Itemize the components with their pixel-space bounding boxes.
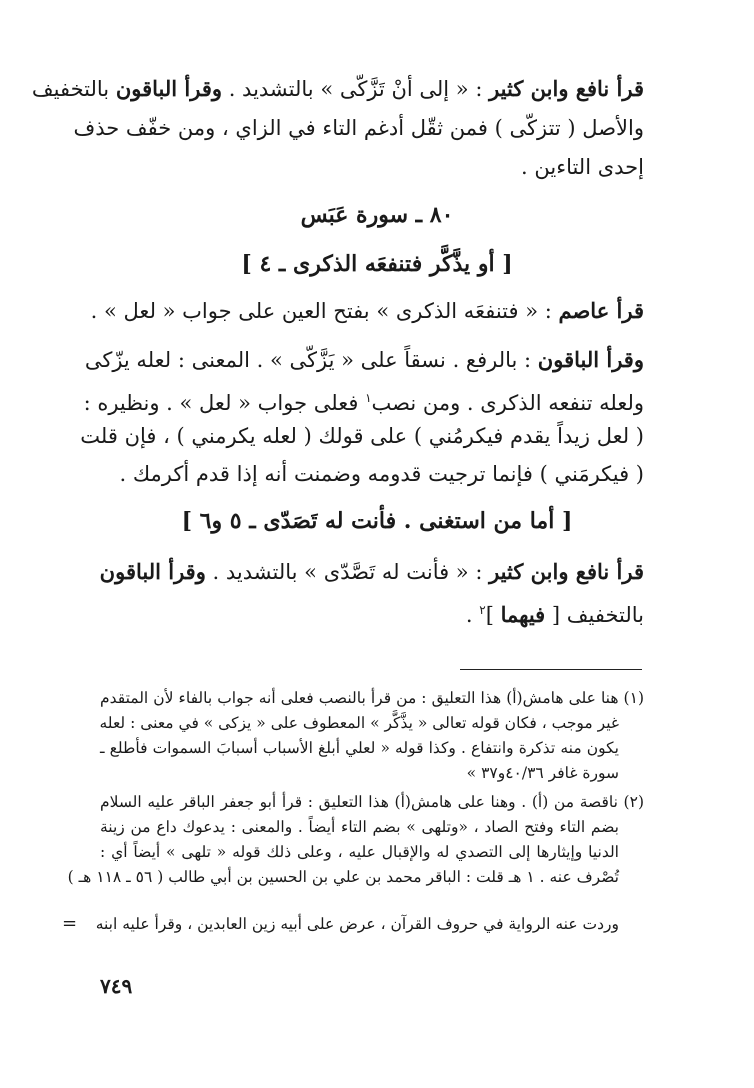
reader-name: وقرأ الباقون	[115, 76, 223, 101]
footnote-line: بضم التاء وفتح الصاد ، «وتلهى » بضم التاء أيضاً . والمعنى : يدعوك داع من زينة	[100, 818, 619, 836]
footnote-line: تُصْرف عنه . ١ هـ قلت : الباقر محمد بن علي بن الحسين بن أبي طالب ( ٥٦ ـ ١١٨ هـ )	[67, 868, 619, 886]
footnote-ref[interactable]: ٢	[479, 603, 486, 617]
body-line: ( فيكرمَني ) فإنما ترجيت قدومه وضمنت أنه إذا قدم أكرمك .	[119, 462, 644, 486]
body-line: إحدى التاءين .	[521, 155, 644, 179]
continuation-mark: =	[62, 913, 78, 934]
reader-name: وقرأ الباقون	[99, 559, 206, 584]
body-line: بالتخفيف [ فيهما ]$^٢$ .	[465, 602, 644, 627]
footnote-line: يكون منه تذكرة وانتفاع . وكذا قوله « لعلي أبلغ الأسباب أسبابَ السموات فأطلع ـ	[100, 739, 619, 757]
body-line: قرأ عاصم : « فتنفعَه الذكرى » بفتح العين على جواب « لعل » .	[90, 298, 644, 323]
footnote-line: وردت عنه الرواية في حروف القرآن ، عرض على أبيه زين العابدين ، وقرأ عليه ابنه	[95, 915, 619, 933]
body-line: والأصل ( تتزكّى ) فمن ثقّل أدغم التاء في الزاي ، ومن خفّف حذف	[73, 116, 644, 140]
verse-heading: [ أما من استغنى . فأنت له تَصَدّى ـ ٥ و٦ ]	[181, 508, 573, 534]
reader-name: قرأ نافع وابن كثير	[489, 559, 644, 584]
page-number: ٧٤٩	[100, 974, 133, 998]
footnote-ref[interactable]: ١	[365, 391, 372, 405]
surah-title: ٨٠ ـ سورة عَبَس	[300, 202, 454, 228]
footnote-line: سورة غافر ٤٠/٣٦و٣٧ »	[466, 764, 619, 782]
verse-heading: [ أو يذَّكَّر فتنفعَه الذكرى ـ ٤ ]	[241, 251, 513, 277]
footnote-line: غير موجب ، فكان قوله تعالى « يذَّكَّر » المعطوف على « يزكى » في معنى : لعله	[99, 714, 619, 732]
body-line: قرأ نافع وابن كثير : « فأنت له تَصَّدّى » بالتشديد . وقرأ الباقون	[99, 559, 644, 584]
body-line: ( لعل زيداً يقدم فيكرمُني ) على قولك ( لعله يكرمني ) ، فإن قلت	[80, 424, 644, 448]
footnote-line: (١) هنا على هامش(أ) هذا التعليق : من قرأ بالنصب فعلى أنه جواب بالفاء لأن المتقدم	[100, 689, 644, 707]
reader-name: قرأ عاصم	[558, 298, 644, 323]
body-line: ولعله تنفعه الذكرى . ومن نصب$^١$ فعلى جواب « لعل » . ونظيره :	[83, 391, 644, 415]
body-line: وقرأ الباقون : بالرفع . نسقاً على « يَزَّكّى » . المعنى : لعله يزّكى	[84, 347, 644, 372]
footnote-line: الدنيا وإيثارها إلى التصدي له والإقبال عليه ، وعلى ذلك قوله « تلهى » أيضاً أي :	[100, 843, 619, 861]
footnote-separator	[460, 669, 642, 670]
reader-name: وقرأ الباقون	[537, 347, 644, 372]
footnote-line: (٢) ناقصة من (أ) . وهنا على هامش(أ) هذا التعليق : قرأ أبو جعفر الباقر عليه السلام	[100, 793, 644, 811]
body-line: قرأ نافع وابن كثير : « إلى أنْ تَزَّكّى » بالتشديد . وقرأ الباقون بالتخفيف	[31, 76, 644, 101]
reader-name: قرأ نافع وابن كثير	[489, 76, 644, 101]
